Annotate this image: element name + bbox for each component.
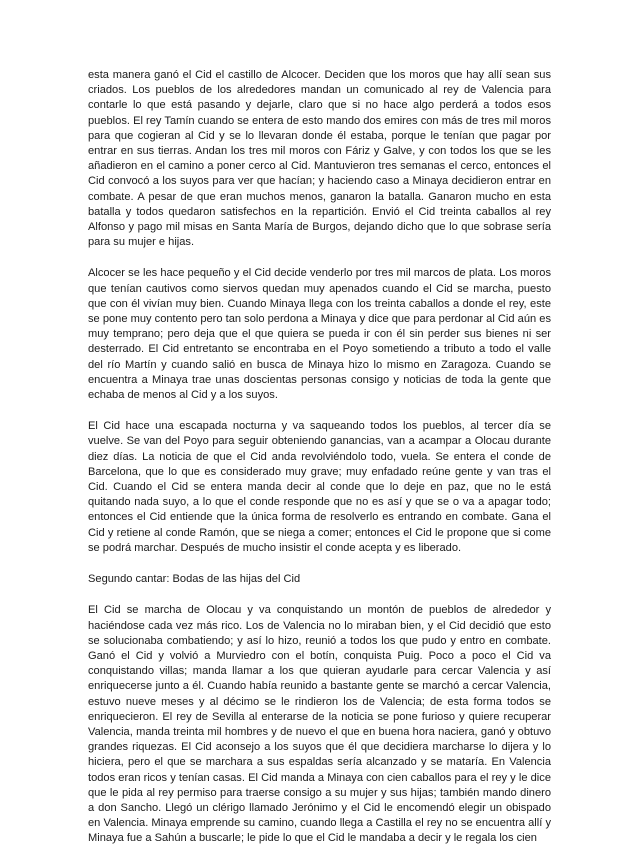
paragraph-count-barcelona: El Cid hace una escapada nocturna y va saqueando todos los pueblos, al tercer día se vuelve. Se van del Poyo para seguir obteniendo ganancias, van a acampar a Olocau durante diez días. La noticia de que el Cid anda revolviéndolo todo, vuela. Se entera el conde de Barcelona, que lo que es considerado muy grave; muy enfadado reúne gente y van tras el Cid. Cuando el Cid se entera manda decir al conde que lo deje en paz, que no le está quitando nada suyo, a lo que el conde responde que no es así y que se o va a apagar todo; entonces el Cid entiende que la única forma de resolverlo es entrando en combate. Gana el Cid y retiene al conde Ramón, que se niega a comer; entonces el Cid le propone que si come se podrá marchar. Después de mucho insistir el conde acepta y es liberado. [88, 420, 551, 554]
paragraph-valencia-conquest: El Cid se marcha de Olocau y va conquistando un montón de pueblos de alrededor y haciéndose cada vez más rico. Los de Valencia no lo miraban bien, y el Cid decidió que esto se solucionaba combatiendo; y así lo hizo, reunió a todos los que pudo y entro en combate. Ganó el Cid y volvió a Murviedro con el botín, conquista Puig. Poco a poco el Cid va conquistando villas; manda llamar a los que quieran ayudarle para cercar Valencia y así enriquecerse junto a él. Cuando había reunido a bastante gente se marchó a cercar Valencia, estuvo nueve meses y al décimo se le rindieron los de Valencia; de esta forma todos se enriquecieron. El rey de Sevilla al enterarse de la noticia se pone furioso y quiere recuperar Valencia, manda treinta mil hombres y de nuevo el que en buena hora naciera, ganó y obtuvo grandes riquezas. El Cid aconsejo a los suyos que él que decidiera marcharse lo dijera y lo hiciera, pero el que se marchara a sus espaldas sería alcanzado y se mataría. En Valencia todos eran ricos y tenían casas. El Cid manda a Minaya con cien caballos para el rey y le dice que le pida al rey permiso para traerse consigo a su mujer y sus hijas; también mando dinero a don Sancho. Llegó un clérigo llamado Jerónimo y el Cid le encomendó elegir un obispado en Valencia. Minaya emprende su camino, cuando llega a Castilla el rey no se encuentra allí y Minaya fue a Sahún a buscarle; le pide lo que el Cid le mandaba a decir y le regala los cien [88, 604, 551, 845]
section-heading: Segundo cantar: Bodas de las hijas del Cid [88, 573, 301, 586]
paragraph-alcocer-sale: Alcocer se les hace pequeño y el Cid decide venderlo por tres mil marcos de plata. Los moros que tenían cautivos como siervos quedan muy apenados cuando el Cid se marcha, puesto que con él vivían muy bien. Cuando Minaya llega con los treinta caballos a donde el rey, este se pone muy contento pero tan solo perdona a Minaya y dice que para perdonar al Cid aún es muy temprano; pero deja que el que quiera se pueda ir con él sin perder sus bienes ni ser desterrado. El Cid entretanto se encontraba en el Poyo sometiendo a tributo a todo el valle del río Martín y cuando salió en busca de Minaya hizo lo mismo en Zaragoza. Cuando se encuentra a Minaya trae unas doscientas personas consigo y noticias de toda la gente que echaba de menos al Cid y a los suyos. [88, 267, 551, 402]
paragraph-alcocer-victory: esta manera ganó el Cid el castillo de Alcocer. Deciden que los moros que hay allí sean sus criados. Los pueblos de los alrededores mandan un comunicado al rey de Valencia para contarle lo que está pasando y dejarle, claro que si no hace algo perderá a todos esos pueblos. El rey Tamín cuando se entera de esto mando dos emires con más de tres mil moros para que cogieran al Cid y se lo llevaran donde él estaba, porque le tenían que pagar por entrar en sus tierras. Andan los tres mil moros con Fáriz y Galve, y con todos los que se les añadieron en el camino a poner cerco al Cid. Mantuvieron tres semanas el cerco, entonces el Cid convocó a los suyos para ver que hacían; y haciendo caso a Minaya decidieron entrar en combate. A pesar de que eran muchos menos, ganaron la batalla. Ganaron mucho en esta batalla y todos quedaron satisfechos en la repartición. Envió el Cid treinta caballos al rey Alfonso y pago mil misas en Santa María de Burgos, dejando dicho que lo que sobrase sería para su mujer e hijas. [88, 69, 551, 249]
document-page [88, 68, 551, 863]
